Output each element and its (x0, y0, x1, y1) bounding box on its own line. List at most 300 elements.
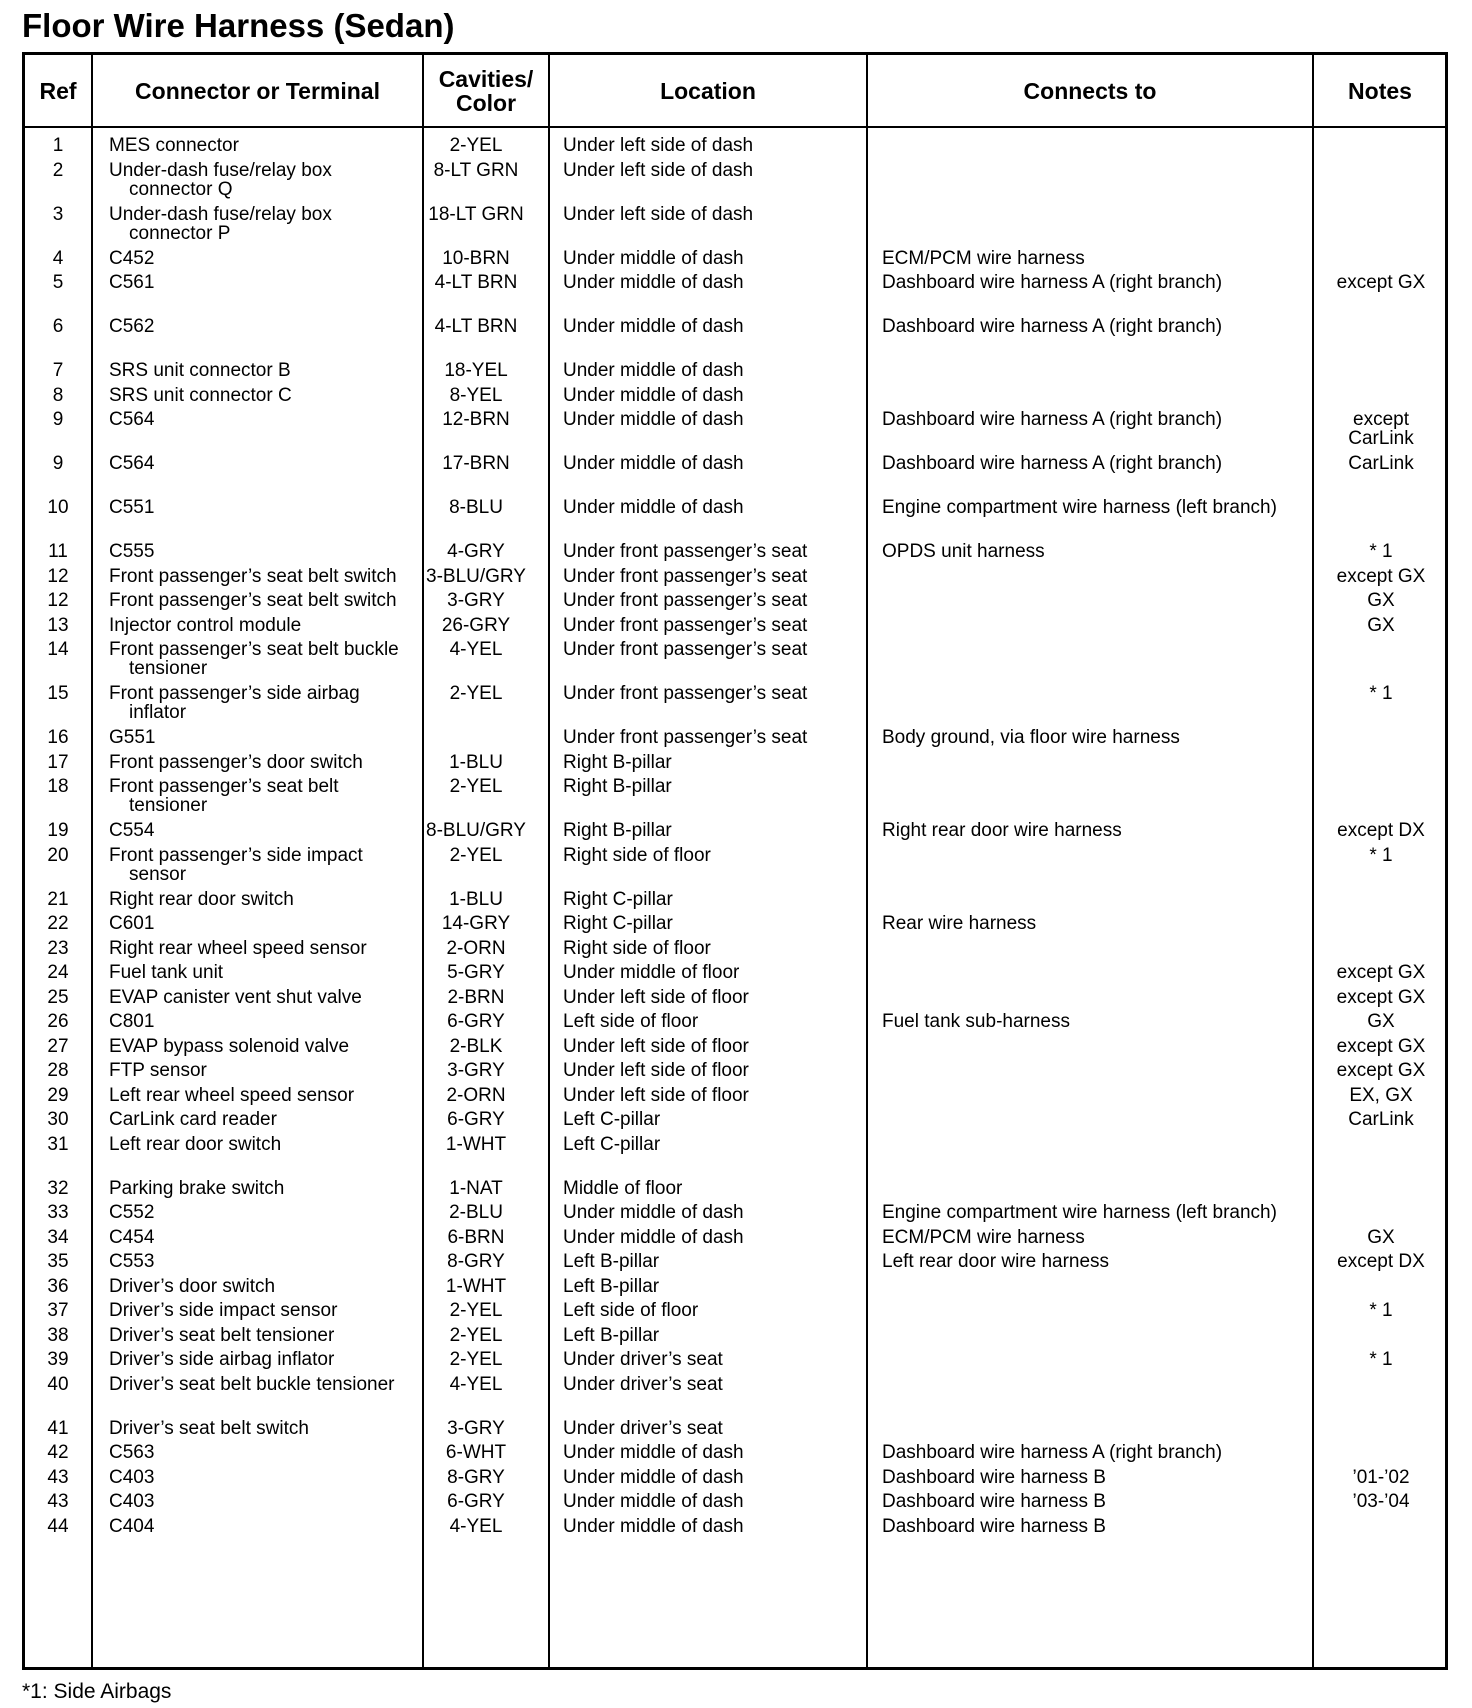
cavities-color-cell: 6-BRN (447, 1226, 505, 1248)
connector-name-continued: inflator (129, 702, 187, 723)
notes-text: ’03-’04 (1352, 1491, 1410, 1512)
cavities-color-cell: 4-YEL (449, 639, 503, 660)
location-cell: Left B-pillar (563, 1251, 660, 1272)
cavities-color-cell: 3-GRY (447, 1417, 505, 1439)
cavities-color-cell: 1-WHT (445, 1133, 507, 1155)
table-row (25, 1086, 1445, 1111)
table-row (25, 1179, 1445, 1204)
table-row (25, 498, 1445, 542)
cavities-color-cell: 1-BLU (449, 888, 503, 910)
connector-name-continued: tensioner (129, 658, 208, 679)
cavities-color-cell: 4-YEL (449, 1515, 503, 1537)
cavities-color-cell: 1-NAT (449, 1177, 503, 1199)
connector-cell (109, 963, 409, 982)
table-row (25, 777, 1445, 821)
connector-cell (109, 161, 409, 199)
location-cell: Under middle of dash (563, 1442, 744, 1463)
notes-cell (1315, 1252, 1447, 1271)
table-row (25, 846, 1445, 890)
location-cell: Under middle of dash (563, 1491, 744, 1512)
table-row (25, 542, 1445, 567)
table-row (25, 410, 1445, 454)
ref-cell: 32 (47, 1177, 69, 1199)
cavities-color-cell: 8-LT GRN (433, 159, 519, 181)
notes-text: except GX (1336, 1060, 1426, 1081)
connects-to-cell: Fuel tank sub-harness (882, 1011, 1070, 1032)
notes-text: except (1353, 409, 1409, 430)
connector-name: Driver’s side airbag inflator (109, 1349, 335, 1370)
notes-cell (1315, 846, 1447, 865)
connects-to-cell: OPDS unit harness (882, 541, 1045, 562)
ref-cell: 15 (47, 683, 69, 704)
connector-name: C404 (109, 1515, 155, 1537)
connects-to-cell: Dashboard wire harness B (882, 1466, 1106, 1488)
cavities-color-cell: 6-GRY (447, 1109, 505, 1130)
connector-cell (109, 205, 409, 243)
ref-cell: 6 (52, 316, 64, 337)
ref-cell: 3 (52, 203, 64, 225)
connector-cell (109, 1061, 409, 1080)
connector-cell (109, 273, 409, 292)
connector-cell (109, 1086, 409, 1105)
connects-to-cell: ECM/PCM wire harness (882, 1226, 1085, 1248)
cavities-color-cell: 2-YEL (449, 683, 503, 704)
cavities-color-cell: 6-WHT (445, 1442, 507, 1463)
location-cell: Left C-pillar (563, 1109, 661, 1130)
table-row (25, 1012, 1445, 1037)
ref-cell: 8 (52, 384, 64, 406)
table-row (25, 1252, 1445, 1277)
connector-cell (109, 939, 409, 958)
connector-name: C601 (109, 913, 155, 934)
cavities-color-cell: 8-GRY (447, 1466, 505, 1488)
ref-cell: 9 (52, 409, 64, 430)
connects-to-cell: Right rear door wire harness (882, 820, 1122, 841)
page-title: Floor Wire Harness (Sedan) (22, 7, 455, 44)
table-row (25, 890, 1445, 915)
connector-name: C554 (109, 820, 155, 841)
notes-cell (1315, 567, 1447, 586)
header-connector: Connector or Terminal (135, 77, 380, 104)
connects-to-cell: Dashboard wire harness A (right branch) (882, 409, 1223, 430)
header-cavities-line2: Color (455, 89, 517, 116)
cavities-color-cell: 2-YEL (449, 776, 503, 797)
ref-cell: 13 (47, 614, 69, 636)
table-row (25, 988, 1445, 1013)
cavities-color-cell: 3-BLU/GRY (426, 565, 526, 587)
cavities-color-cell: 2-YEL (449, 1324, 503, 1346)
header-location: Location (660, 77, 756, 104)
notes-cell (1315, 1301, 1447, 1320)
cavities-color-cell: 8-YEL (449, 384, 503, 406)
notes-text: CarLink (1348, 453, 1414, 474)
location-cell: Right C-pillar (563, 888, 673, 910)
notes-text: * 1 (1369, 844, 1393, 866)
connector-cell (109, 1517, 409, 1536)
table-row (25, 1061, 1445, 1086)
connects-to-cell: ECM/PCM wire harness (882, 247, 1085, 269)
connector-cell (109, 988, 409, 1007)
notes-cell (1315, 542, 1447, 561)
location-cell: Left side of floor (563, 1011, 699, 1032)
connects-to-cell: Left rear door wire harness (882, 1251, 1110, 1272)
notes-text: GX (1367, 590, 1395, 611)
location-cell: Under left side of dash (563, 135, 754, 156)
cavities-color-cell: 2-YEL (449, 1349, 503, 1370)
ref-cell: 4 (52, 247, 64, 269)
cavities-color-cell: 6-GRY (447, 1491, 505, 1512)
location-cell: Under front passenger’s seat (563, 727, 808, 748)
ref-cell: 34 (47, 1226, 69, 1248)
connects-to-cell: Dashboard wire harness B (882, 1491, 1106, 1512)
location-cell: Under front passenger’s seat (563, 541, 808, 562)
connector-name: Front passenger’s seat belt buckle (109, 639, 399, 660)
cavities-color-cell: 2-ORN (446, 937, 506, 959)
connector-name: Parking brake switch (109, 1177, 285, 1199)
connector-cell (109, 914, 409, 933)
table-row (25, 1110, 1445, 1135)
connector-cell (109, 542, 409, 561)
table-row (25, 1037, 1445, 1062)
location-cell: Under middle of dash (563, 1226, 744, 1248)
connector-cell (109, 1203, 409, 1222)
connector-cell (109, 1252, 409, 1271)
header-notes: Notes (1348, 77, 1412, 104)
connector-cell (109, 1468, 409, 1487)
table-row (25, 317, 1445, 361)
connector-name: Front passenger’s seat belt switch (109, 590, 397, 611)
cavities-color-cell: 26-GRY (441, 614, 511, 636)
ref-cell: 12 (47, 565, 69, 587)
notes-cell (1315, 591, 1447, 610)
connector-name: Under-dash fuse/relay box (109, 203, 332, 225)
location-cell: Middle of floor (563, 1177, 683, 1199)
connects-to-cell: Engine compartment wire harness (left branch) (882, 1202, 1277, 1223)
table-row (25, 753, 1445, 778)
cavities-color-cell: 4-LT BRN (434, 272, 518, 293)
ref-cell: 16 (47, 727, 69, 748)
connector-name: Fuel tank unit (109, 962, 224, 983)
connector-cell (109, 136, 409, 155)
table-row (25, 1203, 1445, 1228)
cavities-color-cell: 2-ORN (446, 1084, 506, 1106)
ref-cell: 11 (48, 541, 68, 562)
ref-cell: 19 (47, 820, 69, 841)
connector-name: Driver’s seat belt tensioner (109, 1324, 335, 1346)
notes-cell (1315, 963, 1447, 982)
connector-cell (109, 640, 409, 678)
notes-text: GX (1367, 1226, 1395, 1248)
cavities-color-cell: 14-GRY (441, 913, 511, 934)
location-cell: Under front passenger’s seat (563, 590, 808, 611)
table-row (25, 616, 1445, 641)
table-row (25, 1228, 1445, 1253)
ref-cell: 43 (47, 1466, 69, 1488)
cavities-color-cell: 4-GRY (447, 541, 505, 562)
cavities-color-cell: 2-YEL (449, 135, 503, 156)
ref-cell: 26 (47, 1011, 69, 1032)
location-cell: Under front passenger’s seat (563, 565, 808, 587)
notes-text: except DX (1337, 1251, 1425, 1272)
notes-cell (1315, 454, 1447, 473)
connects-to-cell: Dashboard wire harness A (right branch) (882, 316, 1223, 337)
location-cell: Right side of floor (563, 844, 711, 866)
connector-name: C454 (109, 1226, 155, 1248)
header-connects-to: Connects to (1023, 77, 1157, 104)
header-cavities (424, 55, 548, 126)
connects-to-cell: Rear wire harness (882, 913, 1037, 934)
connector-cell (109, 821, 409, 840)
header-cavities-line1: Cavities/ (438, 65, 534, 92)
cavities-color-cell: 17-BRN (442, 453, 510, 474)
table-row (25, 1419, 1445, 1444)
connector-cell (109, 1375, 409, 1394)
location-cell: Right side of floor (563, 937, 711, 959)
notes-text: except GX (1336, 1035, 1426, 1057)
table-row (25, 249, 1445, 274)
connector-cell (109, 684, 409, 722)
connector-cell (109, 777, 409, 815)
cavities-color-cell: 1-BLU (449, 751, 503, 773)
location-cell: Right B-pillar (563, 776, 672, 797)
connector-name: C801 (109, 1011, 155, 1032)
connector-name: C555 (109, 541, 155, 562)
table-row (25, 640, 1445, 684)
table-row (25, 821, 1445, 846)
cavities-color-cell: 8-GRY (447, 1251, 505, 1272)
location-cell: Under front passenger’s seat (563, 639, 808, 660)
notes-text: GX (1367, 614, 1395, 636)
notes-cell (1315, 1350, 1447, 1369)
table-row (25, 161, 1445, 205)
ref-cell: 27 (47, 1035, 69, 1057)
cavities-color-cell: 2-YEL (449, 844, 503, 866)
table-body (25, 136, 1445, 1541)
cavities-color-cell: 6-GRY (447, 1011, 505, 1032)
connector-cell (109, 1037, 409, 1056)
ref-cell: 14 (47, 639, 69, 660)
table-row (25, 386, 1445, 411)
connector-cell (109, 728, 409, 747)
connector-name: C563 (109, 1442, 155, 1463)
connector-name: C403 (109, 1491, 155, 1512)
notes-text: except GX (1336, 962, 1426, 983)
connector-name: C564 (109, 409, 155, 430)
connects-to-cell: Dashboard wire harness A (right branch) (882, 272, 1223, 293)
connector-cell (109, 753, 409, 772)
connector-name: EVAP bypass solenoid valve (109, 1035, 350, 1057)
table-row (25, 136, 1445, 161)
ref-cell: 7 (52, 360, 64, 381)
connector-cell (109, 616, 409, 635)
notes-text: except GX (1336, 565, 1426, 587)
location-cell: Under middle of floor (563, 962, 740, 983)
location-cell: Under middle of dash (563, 384, 744, 406)
ref-cell: 17 (47, 751, 69, 773)
notes-cell (1315, 684, 1447, 703)
table-row (25, 684, 1445, 728)
connector-name: Front passenger’s seat belt (109, 776, 339, 797)
connector-cell (109, 1301, 409, 1320)
connector-name: C403 (109, 1466, 155, 1488)
location-cell: Under middle of dash (563, 1515, 744, 1537)
connector-cell (109, 1277, 409, 1296)
connector-name: C552 (109, 1202, 155, 1223)
table-row (25, 1277, 1445, 1302)
connector-name-continued: connector Q (129, 178, 233, 200)
ref-cell: 36 (47, 1275, 69, 1297)
table-row (25, 1492, 1445, 1517)
table-row (25, 591, 1445, 616)
connector-cell (109, 1110, 409, 1129)
connector-name: SRS unit connector B (109, 360, 291, 381)
connector-cell (109, 1135, 409, 1154)
cavities-color-cell: 3-GRY (447, 1060, 505, 1081)
connector-name: C562 (109, 316, 155, 337)
connector-cell (109, 1179, 409, 1198)
location-cell: Right B-pillar (563, 820, 672, 841)
connector-name: MES connector (109, 135, 239, 156)
connector-name: C551 (109, 497, 155, 518)
location-cell: Under middle of dash (563, 1466, 744, 1488)
table-row (25, 205, 1445, 249)
ref-cell: 25 (47, 986, 69, 1008)
table-row (25, 567, 1445, 592)
connector-name: Driver’s seat belt buckle tensioner (109, 1373, 395, 1395)
ref-cell: 40 (47, 1373, 69, 1395)
notes-cell (1315, 1228, 1447, 1247)
location-cell: Left B-pillar (563, 1324, 660, 1346)
connects-to-cell: Dashboard wire harness B (882, 1515, 1106, 1537)
notes-text-continued: CarLink (1348, 428, 1414, 449)
connector-name: C553 (109, 1251, 155, 1272)
table-row (25, 939, 1445, 964)
ref-cell: 41 (47, 1417, 69, 1439)
connector-cell (109, 410, 409, 429)
connector-name: C564 (109, 453, 155, 474)
notes-cell (1315, 1492, 1447, 1511)
notes-text: EX, GX (1349, 1084, 1413, 1106)
ref-cell: 21 (47, 888, 69, 910)
location-cell: Left side of floor (563, 1300, 699, 1321)
location-cell: Under middle of dash (563, 409, 744, 430)
cavities-color-cell: 2-BLK (449, 1035, 503, 1057)
ref-cell: 5 (52, 272, 64, 293)
table-row (25, 963, 1445, 988)
table-row (25, 914, 1445, 939)
header-ref: Ref (39, 77, 77, 104)
connector-cell (109, 890, 409, 909)
location-cell: Under front passenger’s seat (563, 683, 808, 704)
connects-to-cell: Engine compartment wire harness (left branch) (882, 497, 1277, 518)
cavities-color-cell: 18-LT GRN (428, 203, 524, 225)
connector-cell (109, 1443, 409, 1462)
connector-name: Front passenger’s side impact (109, 844, 363, 866)
cavities-color-cell: 18-YEL (444, 360, 508, 381)
ref-cell: 28 (47, 1060, 69, 1081)
table-row (25, 728, 1445, 753)
connector-cell (109, 454, 409, 473)
location-cell: Under left side of dash (563, 159, 754, 181)
cavities-color-cell: 3-GRY (447, 590, 505, 611)
connects-to-cell: Dashboard wire harness A (right branch) (882, 1442, 1223, 1463)
cavities-color-cell: 8-BLU/GRY (426, 820, 526, 841)
table-row (25, 1375, 1445, 1419)
ref-cell: 2 (52, 159, 64, 181)
ref-cell: 31 (47, 1133, 69, 1155)
connector-cell (109, 386, 409, 405)
location-cell: Under middle of dash (563, 497, 744, 518)
location-cell: Under middle of dash (563, 272, 744, 293)
location-cell: Under middle of dash (563, 453, 744, 474)
table-row (25, 361, 1445, 386)
connector-cell (109, 846, 409, 884)
connects-to-cell: Body ground, via floor wire harness (882, 727, 1180, 748)
ref-cell: 18 (47, 776, 69, 797)
connector-cell (109, 1492, 409, 1511)
ref-cell: 23 (47, 937, 69, 959)
connector-cell (109, 1326, 409, 1345)
notes-cell (1315, 1061, 1447, 1080)
connector-name: Left rear wheel speed sensor (109, 1084, 355, 1106)
table-row (25, 1135, 1445, 1179)
connector-cell (109, 317, 409, 336)
ref-cell: 10 (47, 497, 69, 518)
location-cell: Under driver’s seat (563, 1417, 723, 1439)
cavities-color-cell: 8-BLU (449, 497, 503, 518)
cavities-color-cell: 4-LT BRN (434, 316, 518, 337)
notes-cell (1315, 821, 1447, 840)
cavities-color-cell: 5-GRY (447, 962, 505, 983)
table-row (25, 1326, 1445, 1351)
location-cell: Under left side of floor (563, 986, 749, 1008)
location-cell: Under driver’s seat (563, 1373, 723, 1395)
connector-name: C452 (109, 247, 155, 269)
cavities-color-cell: 2-YEL (449, 1300, 503, 1321)
ref-cell: 37 (47, 1300, 69, 1321)
location-cell: Under left side of dash (563, 203, 754, 225)
connector-name: C561 (109, 272, 155, 293)
notes-text: except DX (1337, 820, 1425, 841)
notes-cell (1315, 273, 1447, 292)
cavities-color-cell: 12-BRN (442, 409, 510, 430)
location-cell: Under driver’s seat (563, 1349, 723, 1370)
connector-name: FTP sensor (109, 1060, 207, 1081)
ref-cell: 29 (47, 1084, 69, 1106)
notes-text: ’01-’02 (1352, 1466, 1410, 1488)
ref-cell: 42 (47, 1442, 69, 1463)
location-cell: Under middle of dash (563, 247, 744, 269)
location-cell: Under front passenger’s seat (563, 614, 808, 636)
connector-cell (109, 498, 409, 517)
connector-name: Right rear wheel speed sensor (109, 937, 367, 959)
ref-cell: 30 (47, 1109, 69, 1130)
connector-cell (109, 1350, 409, 1369)
connector-name-continued: tensioner (129, 795, 208, 816)
connector-name: CarLink card reader (109, 1109, 277, 1130)
harness-table (22, 52, 1448, 1670)
cavities-color-cell: 2-BRN (447, 986, 505, 1008)
connector-name: Under-dash fuse/relay box (109, 159, 332, 181)
connector-name: G551 (109, 727, 156, 748)
connects-to-cell: Dashboard wire harness A (right branch) (882, 453, 1223, 474)
connector-name: Driver’s side impact sensor (109, 1300, 338, 1321)
cavities-color-cell: 2-BLU (449, 1202, 503, 1223)
notes-cell (1315, 988, 1447, 1007)
connector-name: Right rear door switch (109, 888, 294, 910)
cavities-color-cell: 4-YEL (449, 1373, 503, 1395)
notes-cell (1315, 1110, 1447, 1129)
